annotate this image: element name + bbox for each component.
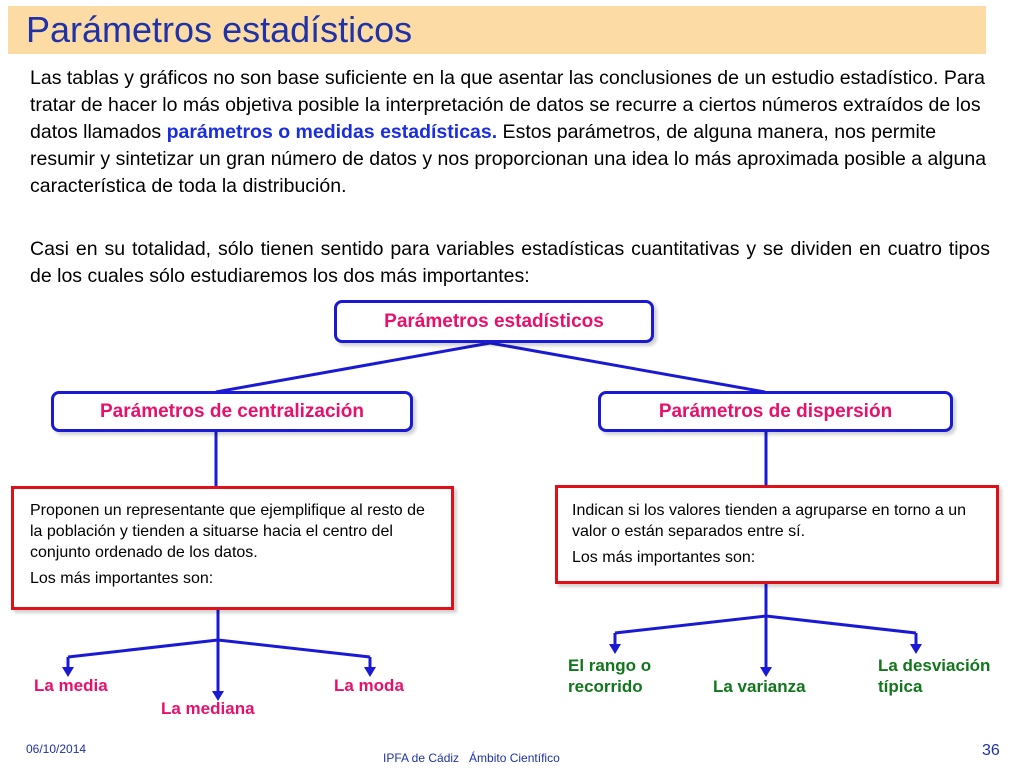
dispersion-description: Indican si los valores tienden a agruparse en torno a un valor o están separados entre sí.: [572, 502, 967, 540]
arrowhead-desviacion: [910, 644, 922, 654]
leaf-varianza: La varianza: [713, 677, 806, 696]
arrowhead-rango: [609, 644, 621, 654]
dispersion-box: Parámetros de dispersión: [598, 391, 953, 432]
leaf-mediana: La mediana: [161, 699, 255, 718]
connector-moda: [218, 640, 370, 657]
footer-page-number: 36: [982, 742, 1000, 759]
connector-root-right: [490, 343, 765, 392]
leaf-moda: La moda: [334, 676, 404, 695]
leaf-media: La media: [34, 676, 108, 695]
connector-media: [68, 640, 218, 657]
intro-highlight: parámetros o medidas estadísticas.: [166, 121, 498, 143]
page-title: Parámetros estadísticos: [26, 9, 413, 50]
centralizacion-description-box: [11, 486, 454, 610]
centralizacion-description: Proponen un representante que ejemplifique al resto de la población y tienden a situarse hacia el centro del conjunto ordenado de los datos.: [30, 502, 425, 561]
centralizacion-lead: Los más importantes son:: [30, 570, 214, 587]
connector-desviacion: [766, 616, 916, 633]
centralizacion-box: Parámetros de centralización: [51, 391, 413, 432]
intro-paragraph-2: Casi en su totalidad, sólo tienen sentido para variables estadísticas cuantitativas y se dividen en cuatro tipos de los cuales sólo estudiaremos los dos más importantes:: [30, 238, 990, 287]
dispersion-description-box: [555, 485, 999, 584]
connector-rango: [615, 616, 766, 633]
intro-text-before: Las tablas y gráficos no son base suficiente en la que asentar las conclusiones de un estudio estadístico. Para tratar de hacer lo más objetiva posible la interpretación de datos se recurre a ciertos números extraídos de los datos llamados: [30, 67, 986, 143]
leaf-desviacion: La desviación típica: [878, 656, 991, 696]
footer-center: IPFA de Cádiz Ámbito Científico: [383, 751, 560, 765]
intro-text-after: Estos parámetros, de alguna manera, nos permite resumir y sintetizar un gran número de datos y nos proporcionan una idea lo más aproximada posible a alguna característica de toda la distribución.: [30, 121, 987, 197]
footer-date: 06/10/2014: [26, 742, 87, 756]
leaf-rango: El rango o recorrido: [568, 656, 652, 696]
connector-root-left: [216, 343, 490, 392]
dispersion-lead: Los más importantes son:: [572, 549, 756, 566]
root-box: Parámetros estadísticos: [334, 300, 654, 343]
